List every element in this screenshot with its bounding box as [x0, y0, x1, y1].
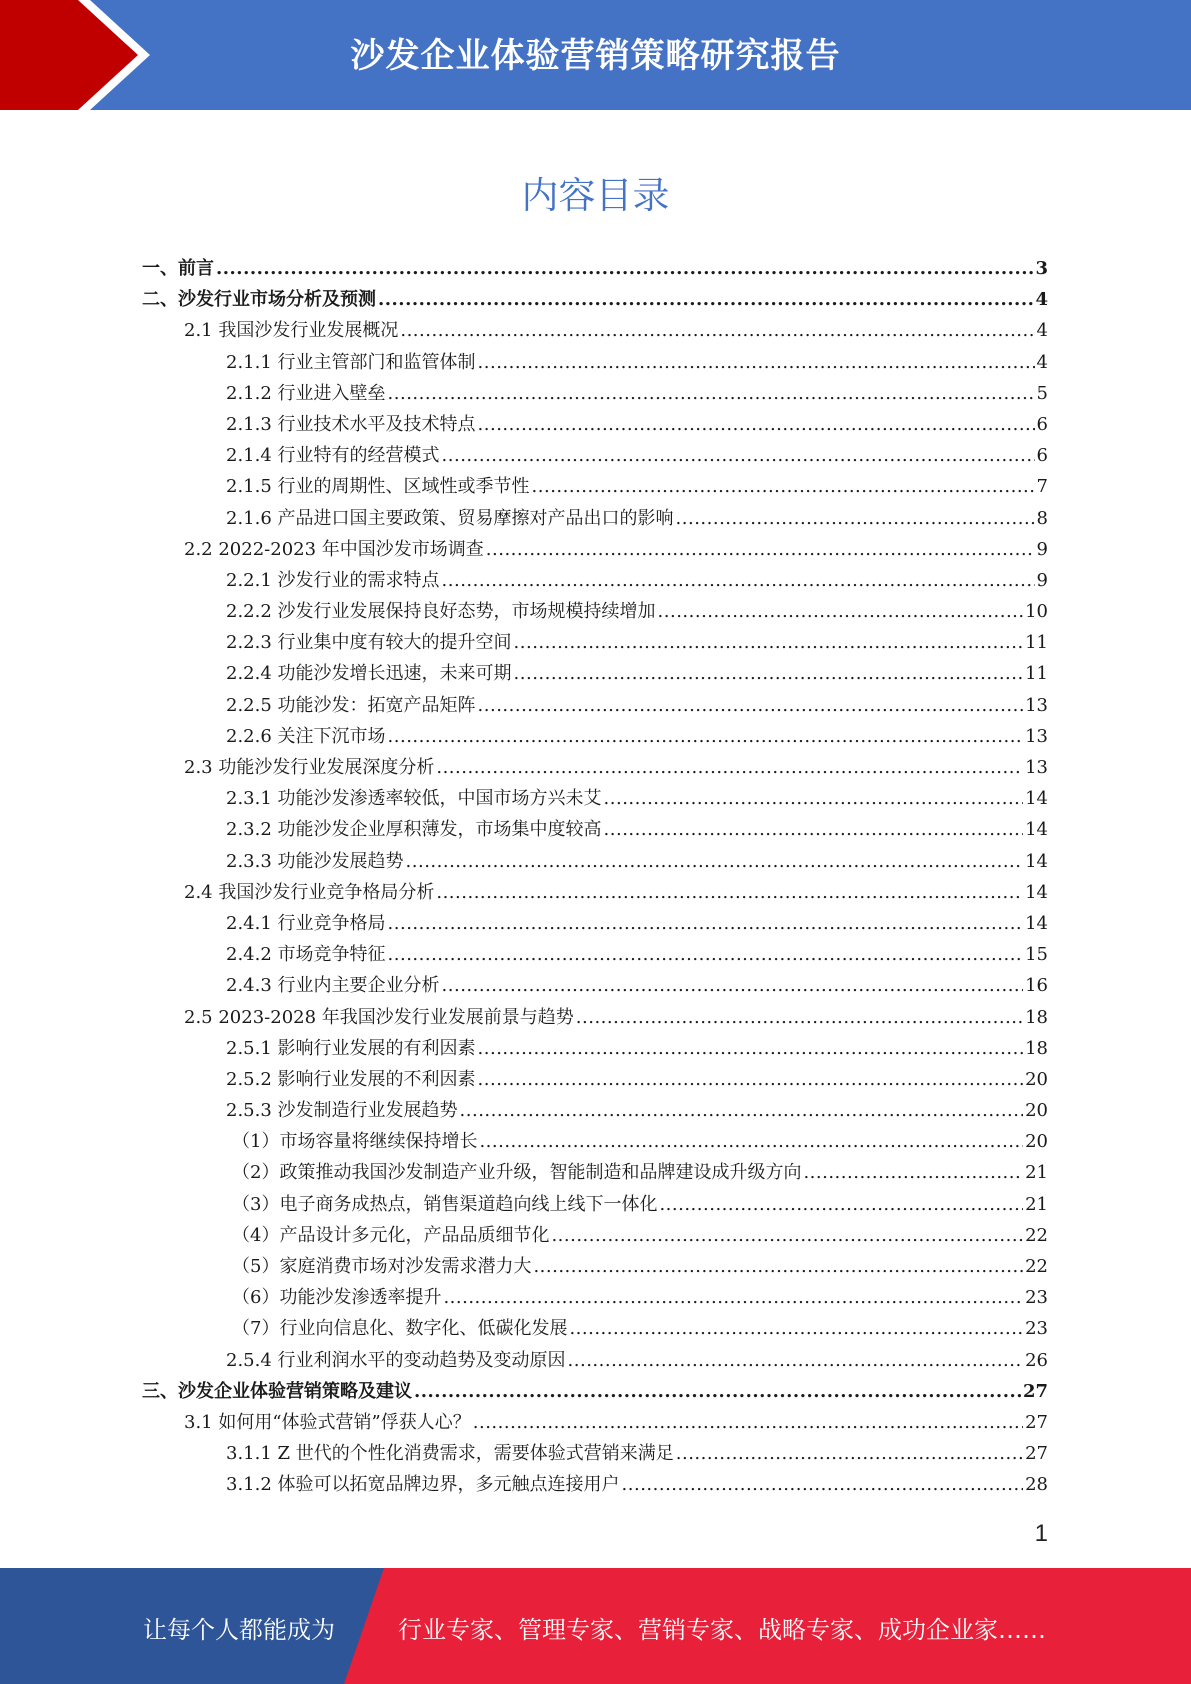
toc-entry-title: 2.3.2 功能沙发企业厚积薄发，市场集中度较高 [226, 819, 602, 841]
toc-leader-dots [658, 601, 1024, 622]
toc-entry-page: 18 [1025, 1006, 1048, 1028]
toc-entry[interactable] [142, 1314, 1048, 1345]
toc-entry-page: 20 [1025, 1131, 1048, 1153]
toc-entry-page: 22 [1025, 1256, 1048, 1277]
toc-entry-title: （1）市场容量将继续保持增长 [232, 1131, 478, 1153]
toc-entry-page: 23 [1025, 1287, 1048, 1309]
toc-entry-title: 3.1.1 Z 世代的个性化消费需求，需要体验式营销来满足 [226, 1443, 674, 1465]
toc-entry-title: 三、沙发企业体验营销策略及建议 [142, 1380, 412, 1402]
toc-leader-dots [460, 1100, 1024, 1121]
toc-leader-dots [604, 819, 1024, 840]
toc-entry[interactable] [142, 784, 1048, 815]
toc-leader-dots [442, 975, 1024, 996]
toc-entry-page: 27 [1025, 1443, 1048, 1465]
toc-entry[interactable] [142, 1470, 1048, 1501]
toc-entry-page: 20 [1025, 1100, 1048, 1122]
toc-entry-title: 2.2.6 关注下沉市场 [226, 725, 386, 747]
toc-entry-title: 2.3 功能沙发行业发展深度分析 [184, 757, 435, 778]
toc-entry-page: 21 [1025, 1162, 1048, 1184]
toc-entry-page: 28 [1025, 1474, 1048, 1496]
toc-entry[interactable] [142, 659, 1048, 690]
toc-entry-title: （6）功能沙发渗透率提升 [232, 1287, 442, 1309]
toc-leader-dots [486, 539, 1035, 560]
toc-entry-page: 27 [1025, 1411, 1048, 1433]
toc-entry-page: 7 [1036, 476, 1048, 498]
toc-leader-dots [569, 1318, 1023, 1339]
toc-entry-page: 27 [1022, 1380, 1048, 1402]
page-header [0, 0, 1191, 110]
toc-entry-title: （7）行业向信息化、数字化、低碳化发展 [232, 1318, 568, 1340]
toc-leader-dots [443, 1287, 1023, 1308]
toc-entry[interactable] [142, 815, 1048, 846]
toc-entry[interactable] [142, 1003, 1048, 1034]
toc-entry-title: 2.2.4 功能沙发增长迅速，未来可期 [226, 663, 512, 685]
toc-entry[interactable] [142, 1127, 1048, 1158]
toc-leader-dots [442, 570, 1035, 591]
toc-entry-page: 4 [1035, 289, 1048, 311]
toc-entry[interactable] [142, 753, 1048, 784]
toc-entry-page: 13 [1025, 694, 1048, 716]
toc-leader-dots [514, 663, 1024, 684]
toc-entry-title: 二、沙发行业市场分析及预测 [142, 289, 376, 311]
toc-leader-dots [551, 1225, 1023, 1246]
toc-entry[interactable] [142, 504, 1048, 535]
toc-entry-page: 11 [1025, 632, 1048, 654]
toc-entry-page: 21 [1025, 1193, 1048, 1215]
toc-entry[interactable] [142, 254, 1048, 285]
toc-leader-dots [676, 1443, 1023, 1464]
toc-entry[interactable] [142, 847, 1048, 878]
toc-entry-title: （2）政策推动我国沙发制造产业升级，智能制造和品牌建设成升级方向 [232, 1162, 802, 1184]
toc-leader-dots [576, 1007, 1023, 1028]
toc-entry-page: 14 [1025, 912, 1048, 934]
toc-leader-dots [388, 383, 1035, 404]
toc-entry-page: 14 [1025, 788, 1048, 810]
toc-entry[interactable] [142, 909, 1048, 940]
toc-entry-title: 2.5 2023-2028 年我国沙发行业发展前景与趋势 [184, 1006, 574, 1028]
toc-leader-dots [216, 258, 1033, 279]
toc-entry[interactable] [142, 1221, 1048, 1252]
toc-entry-page: 14 [1025, 881, 1048, 903]
toc-leader-dots [659, 1194, 1023, 1215]
toc-leader-dots [400, 320, 1034, 341]
toc-entry-title: 2.5.4 行业利润水平的变动趋势及变动原因 [226, 1349, 566, 1371]
toc-leader-dots [622, 1474, 1024, 1495]
toc-entry[interactable] [142, 940, 1048, 971]
toc-leader-dots [479, 1131, 1023, 1152]
toc-entry[interactable] [142, 472, 1048, 503]
toc-entry-title: 2.1.6 产品进口国主要政策、贸易摩擦对产品出口的影响 [226, 507, 674, 529]
toc-entry-page: 14 [1025, 819, 1048, 841]
toc-entry[interactable] [142, 566, 1048, 597]
toc-entry-title: 2.1.4 行业特有的经营模式 [226, 445, 440, 467]
toc-leader-dots [568, 1350, 1024, 1371]
toc-entry-page: 5 [1036, 382, 1048, 404]
toc-entry[interactable] [142, 597, 1048, 628]
toc-leader-dots [514, 632, 1024, 653]
toc-leader-dots [378, 289, 1033, 310]
toc-entry-title: 2.1.2 行业进入壁垒 [226, 382, 386, 404]
toc-leader-dots [388, 726, 1024, 747]
toc-entry-title: 2.2.5 功能沙发：拓宽产品矩阵 [226, 694, 476, 716]
toc-leader-dots [442, 445, 1035, 466]
toc-entry[interactable] [142, 348, 1048, 379]
toc-entry-title: （3）电子商务成热点，销售渠道趋向线上线下一体化 [232, 1193, 658, 1215]
toc-leader-dots [478, 1069, 1024, 1090]
toc-entry-title: 2.4 我国沙发行业竞争格局分析 [184, 881, 435, 903]
toc-entry-title: 2.2.3 行业集中度有较大的提升空间 [226, 632, 512, 654]
toc-entry-title: 一、前言 [142, 258, 214, 279]
toc-entry-title: 3.1.2 体验可以拓宽品牌边界，多元触点连接用户 [226, 1474, 620, 1496]
toc-entry-title: 2.4.3 行业内主要企业分析 [226, 975, 440, 997]
toc-entry[interactable] [142, 1252, 1048, 1283]
toc-entry[interactable] [142, 691, 1048, 722]
page-footer [0, 1568, 1191, 1684]
toc-entry-page: 8 [1036, 507, 1048, 529]
toc-entry-title: 2.3.3 功能沙发展趋势 [226, 850, 404, 872]
toc-entry[interactable] [142, 722, 1048, 753]
toc-leader-dots [533, 1256, 1023, 1277]
toc-entry[interactable] [142, 1190, 1048, 1221]
toc-entry-page: 15 [1025, 944, 1048, 966]
toc-entry[interactable] [142, 410, 1048, 441]
toc-entry[interactable] [142, 441, 1048, 472]
toc-entry-title: 2.4.1 行业竞争格局 [226, 912, 386, 934]
toc-leader-dots [436, 757, 1023, 778]
toc-entry[interactable] [142, 1158, 1048, 1189]
toc-entry-page: 3 [1035, 258, 1048, 279]
toc-leader-dots [478, 414, 1035, 435]
toc-entry-page: 20 [1025, 1068, 1048, 1090]
toc-entry-page: 13 [1025, 725, 1048, 747]
toc-entry[interactable] [142, 1439, 1048, 1470]
toc-heading: 内容目录 [521, 174, 670, 217]
toc-leader-dots [532, 476, 1035, 497]
toc-entry-title: 2.1.1 行业主管部门和监管体制 [226, 351, 476, 373]
toc-entry-page: 26 [1025, 1349, 1048, 1371]
toc-entry-page: 4 [1036, 320, 1048, 342]
toc-leader-dots [388, 913, 1024, 934]
toc-entry[interactable] [142, 1346, 1048, 1377]
toc-leader-dots [478, 352, 1035, 373]
toc-leader-dots [604, 788, 1024, 809]
toc-leader-dots [388, 944, 1024, 965]
toc-entry-title: 2.3.1 功能沙发渗透率较低，中国市场方兴未艾 [226, 788, 602, 810]
toc-entry[interactable] [142, 379, 1048, 410]
toc-entry[interactable] [142, 971, 1048, 1002]
toc-leader-dots [436, 882, 1023, 903]
toc-entry-title: （4）产品设计多元化，产品品质细节化 [232, 1224, 550, 1246]
page-number: 1 [1034, 1520, 1048, 1547]
toc-leader-dots [676, 508, 1035, 529]
toc-entry-title: 2.4.2 市场竞争特征 [226, 944, 386, 966]
toc-entry-page: 16 [1025, 975, 1048, 997]
toc-entry-title: 2.2.1 沙发行业的需求特点 [226, 569, 440, 591]
toc-leader-dots [406, 851, 1024, 872]
toc-entry-page: 22 [1025, 1224, 1048, 1246]
toc-entry-page: 11 [1025, 663, 1048, 685]
toc-entry-title: 2.1 我国沙发行业发展概况 [184, 320, 399, 342]
toc-entry[interactable] [142, 628, 1048, 659]
toc-entry-page: 23 [1025, 1318, 1048, 1340]
toc-leader-dots [473, 1412, 1023, 1433]
toc-entry-title: 2.2.2 沙发行业发展保持良好态势，市场规模持续增加 [226, 601, 656, 623]
toc-entry[interactable] [142, 285, 1048, 316]
toc-entry-page: 18 [1025, 1037, 1048, 1059]
toc-leader-dots [478, 1038, 1024, 1059]
toc-entry[interactable] [142, 535, 1048, 566]
toc-leader-dots [478, 695, 1024, 716]
toc-entry-title: 2.2 2022-2023 年中国沙发市场调查 [184, 538, 484, 560]
footer-slogan-left: 让每个人都能成为 [143, 1616, 335, 1644]
toc-entry[interactable] [142, 1096, 1048, 1127]
toc-entry-title: 2.1.5 行业的周期性、区域性或季节性 [226, 476, 530, 498]
toc-entry-title: 2.5.1 影响行业发展的有利因素 [226, 1037, 476, 1059]
toc-entry-page: 9 [1036, 538, 1048, 560]
toc-entry[interactable] [142, 1377, 1048, 1408]
footer-slogan-right: 行业专家、管理专家、营销专家、战略专家、成功企业家…… [398, 1616, 1046, 1644]
toc-entry-page: 6 [1036, 413, 1048, 435]
toc-entry-page: 4 [1036, 351, 1048, 373]
toc-entry-title: 2.1.3 行业技术水平及技术特点 [226, 413, 476, 435]
toc-entry-title: 2.5.2 影响行业发展的不利因素 [226, 1068, 476, 1090]
toc-leader-dots [803, 1162, 1023, 1183]
table-of-contents [142, 254, 1048, 1502]
toc-entry[interactable] [142, 1034, 1048, 1065]
toc-entry[interactable] [142, 1283, 1048, 1314]
toc-entry-title: 2.5.3 沙发制造行业发展趋势 [226, 1100, 458, 1122]
document-title: 沙发企业体验营销策略研究报告 [350, 36, 841, 76]
toc-leader-dots [414, 1381, 1021, 1402]
toc-entry[interactable] [142, 316, 1048, 347]
toc-entry-page: 9 [1036, 569, 1048, 591]
toc-entry[interactable] [142, 878, 1048, 909]
toc-entry-page: 10 [1025, 601, 1048, 623]
toc-entry-page: 6 [1036, 445, 1048, 467]
toc-entry[interactable] [142, 1065, 1048, 1096]
toc-entry-page: 13 [1025, 757, 1048, 778]
toc-entry[interactable] [142, 1408, 1048, 1439]
toc-entry-title: 3.1 如何用“体验式营销”俘获人心？ [184, 1411, 471, 1433]
toc-entry-title: （5）家庭消费市场对沙发需求潜力大 [232, 1256, 532, 1277]
toc-entry-page: 14 [1025, 850, 1048, 872]
